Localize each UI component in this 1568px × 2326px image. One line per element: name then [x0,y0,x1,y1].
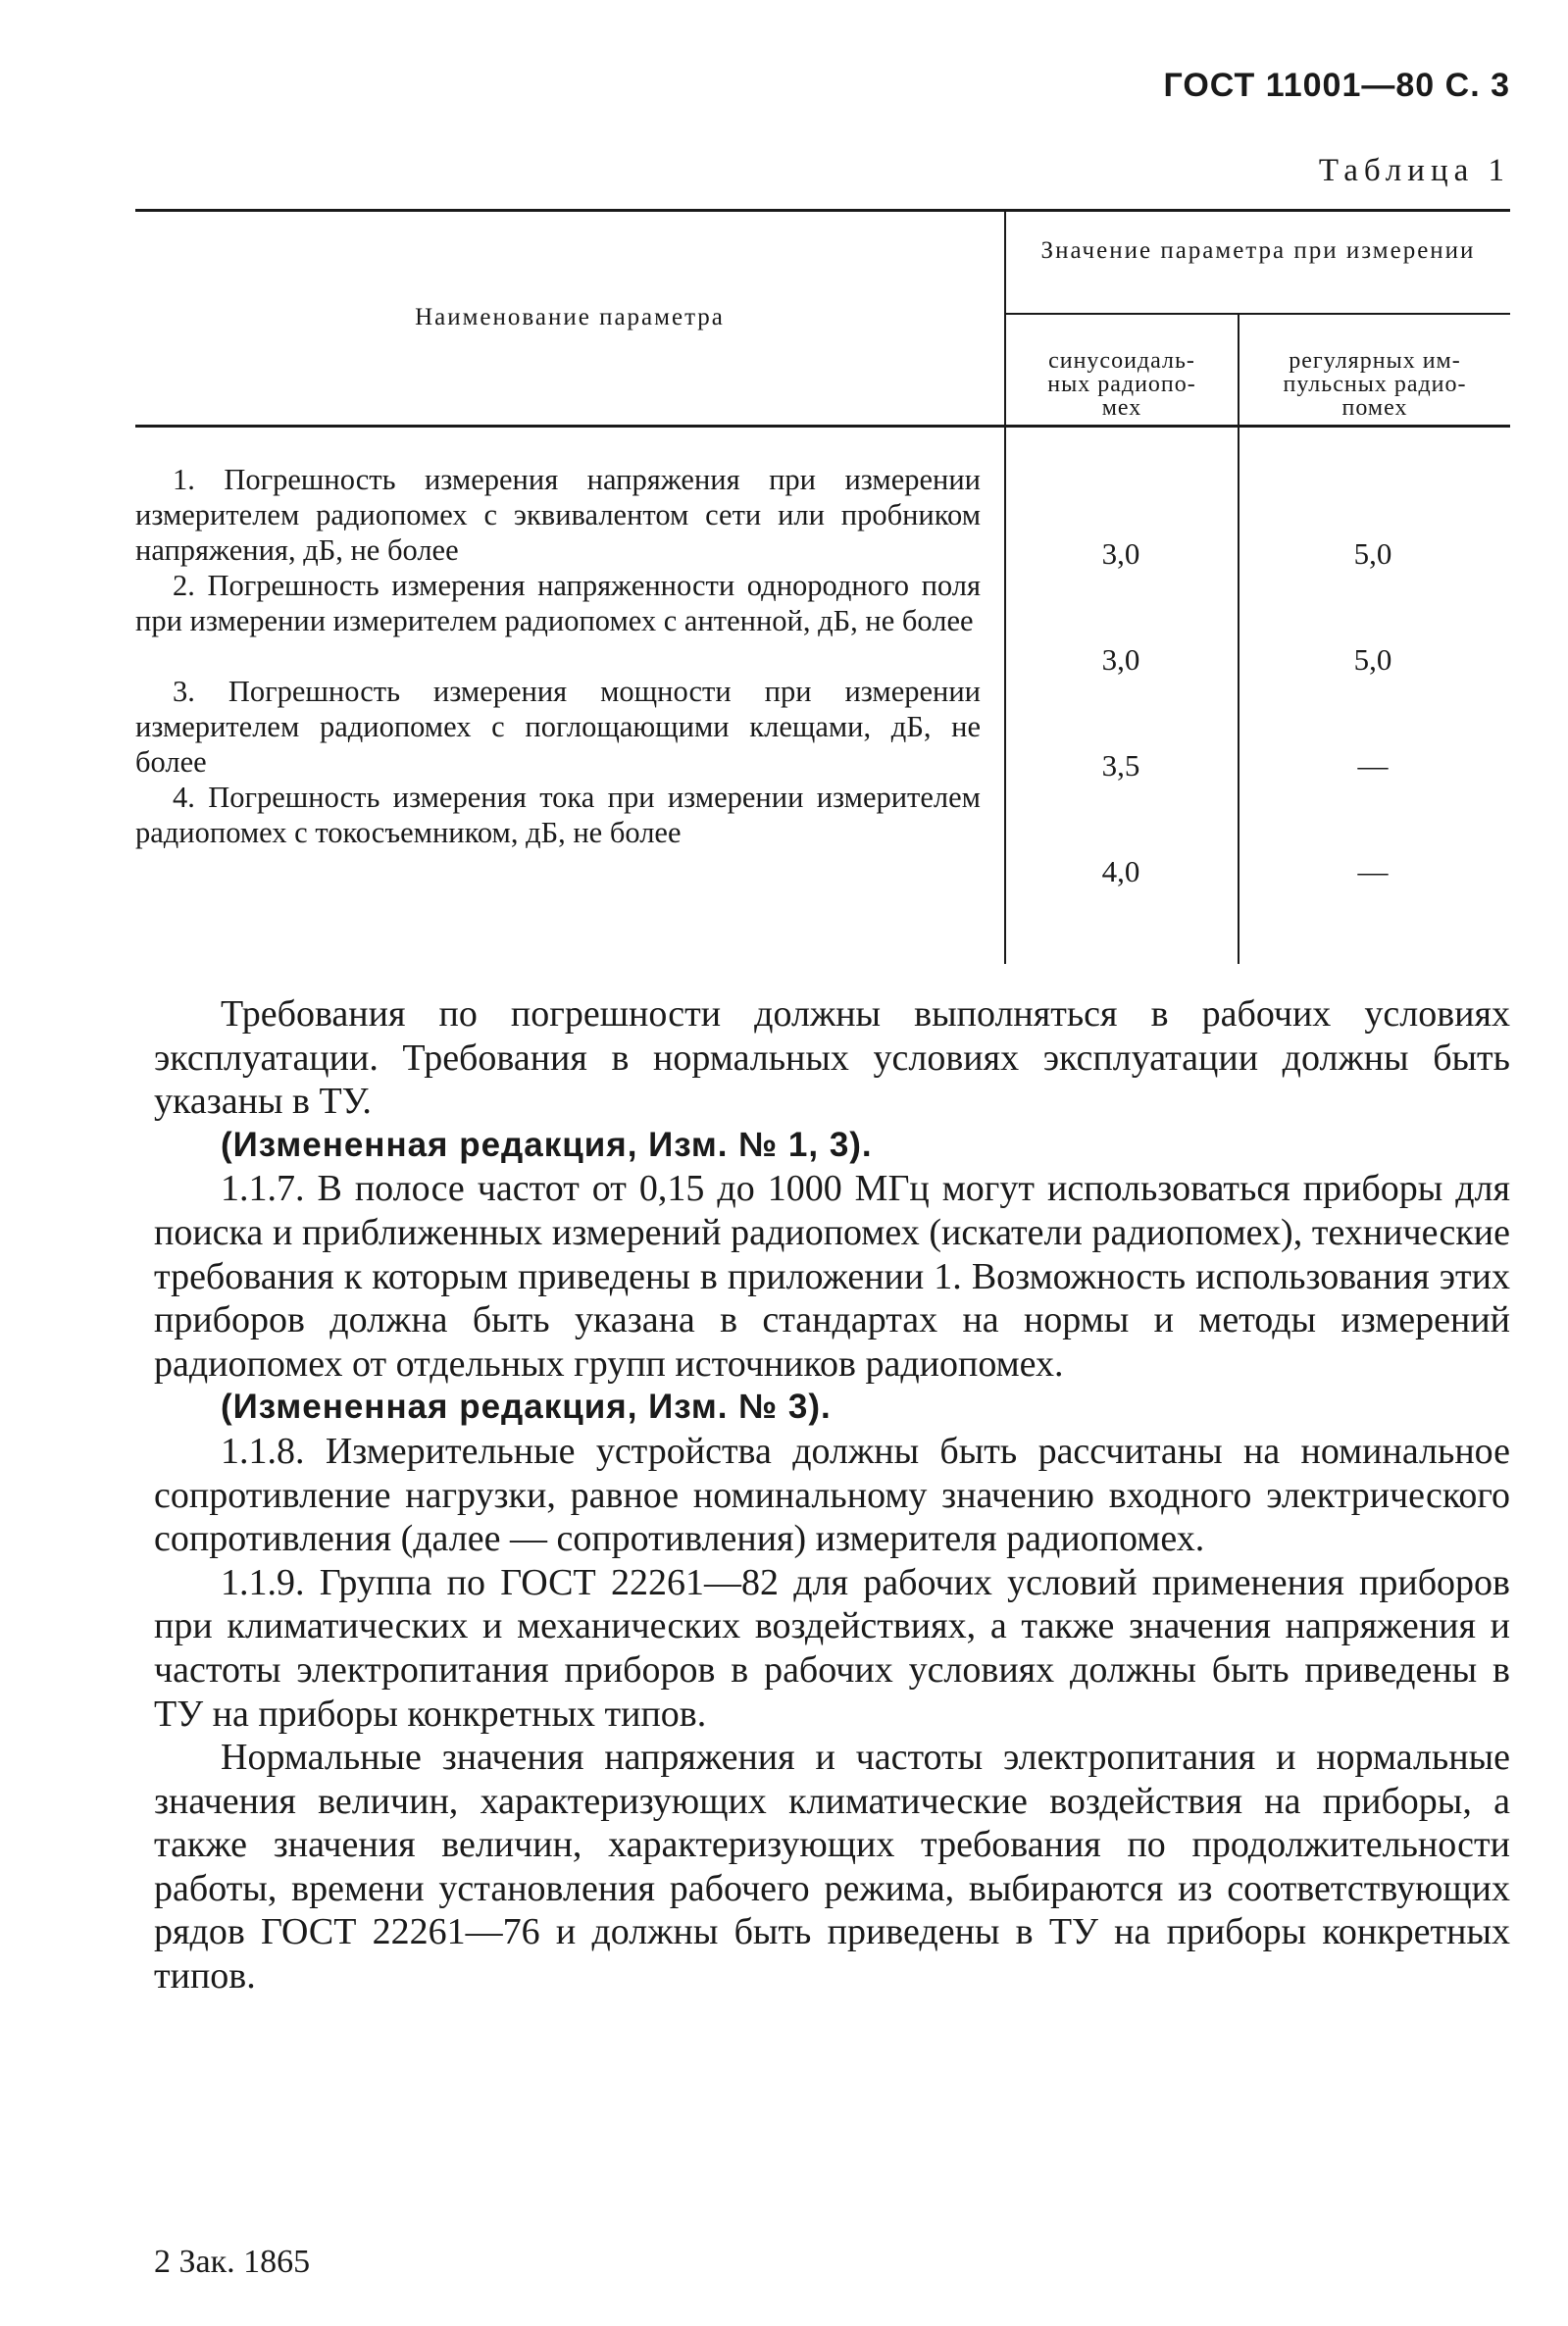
order-footer: 2 Зак. 1865 [154,2244,311,2280]
parameter-table [135,209,1510,964]
table-row-2-imp: 5,0 [1353,642,1392,677]
body-text [154,992,1510,1998]
paragraph-normal-values: Нормальные значения напряжения и частоты электропитания и нормальные значения величин, характеризующих климатические воздействия на приборы, а также значения величин, характеризующих требования по продолжительности работы, времени установления рабочего режима, выбираются из соответствующих рядов ГОСТ 22261—76 и должны быть приведены в ТУ на приборы конкретных типов. [154,1737,1510,1997]
table-row-4-imp: — [1357,854,1389,888]
col-group-header: Значение параметра при измерении [1040,237,1476,264]
table-top-rule [135,209,1510,212]
table-row-4-sin: 4,0 [1101,854,1140,888]
col-param-header: Наименование параметра [415,304,725,330]
page-header: ГОСТ 11001—80 С. 3 [1163,67,1510,104]
table-row-3-imp: — [1357,748,1389,783]
col-sin-header [1006,349,1238,420]
col-imp-line-2: пульсных радио- [1283,372,1467,397]
col-imp-line-1: регулярных им- [1289,348,1461,374]
paragraph-1-1-9: 1.1.9. Группа по ГОСТ 22261—82 для рабочих условий применения приборов при климатических и механических воздействиях, а также значения напряжения и частоты электропитания приборов в рабочих условиях должны быть приведены в ТУ на приборы конкретных типов. [154,1561,1510,1735]
table-header-rule [135,425,1510,428]
table-row-2-text: 2. Погрешность измерения напряженности однородного поля при измерении измерителем радиопомех с антенной, дБ, не более [135,569,981,637]
col-sin-line-2: ных радиопо- [1047,372,1196,397]
amendment-note-3: (Измененная редакция, Изм. № 3). [221,1388,832,1427]
col-imp-line-3: помех [1341,395,1408,421]
table-divider-1 [1004,209,1006,964]
col-imp-header [1239,349,1510,420]
table-row-3-sin: 3,5 [1101,748,1140,783]
paragraph-accuracy-requirements: Требования по погрешности должны выполняться в рабочих условиях эксплуатации. Требования в нормальных условиях эксплуатации должны быть указаны в ТУ. [154,993,1510,1123]
table-row-1-sin: 3,0 [1101,536,1140,571]
table-row-1-text: 1. Погрешность измерения напряжения при измерении измерителем радиопомех с эквивалентом сети или пробником напряжения, дБ, не более [135,463,981,567]
table-row-4-text: 4. Погрешность измерения тока при измерении измерителем радиопомех с токосъемником, дБ, не более [135,781,981,849]
table-row-3-text: 3. Погрешность измерения мощности при измерении измерителем радиопомех с поглощающими клещами, дБ, не более [135,675,981,779]
table-group-rule [1005,313,1510,315]
table-row-1-imp: 5,0 [1353,536,1392,571]
col-sin-line-1: синусоидаль- [1048,348,1195,374]
table-caption: Таблица 1 [1318,153,1510,188]
table-row-2-sin: 3,0 [1101,642,1140,677]
paragraph-1-1-8: 1.1.8. Измерительные устройства должны быть рассчитаны на номинальное сопротивление нагрузки, равное номинальному значению входного электрического сопротивления (далее — сопротивления) измерителя радиопомех. [154,1430,1510,1560]
paragraph-1-1-7: 1.1.7. В полосе частот от 0,15 до 1000 МГц могут использоваться приборы для поиска и приближенных измерений радиопомех (искатели радиопомех), технические требования к которым приведены в приложении 1. Возможность использования этих приборов должна быть указана в стандартах на нормы и методы измерений радиопомех от отдельных групп источников радиопомех. [154,1168,1510,1385]
col-sin-line-3: мех [1101,395,1142,421]
amendment-note-1-3: (Измененная редакция, Изм. № 1, 3). [221,1125,873,1164]
